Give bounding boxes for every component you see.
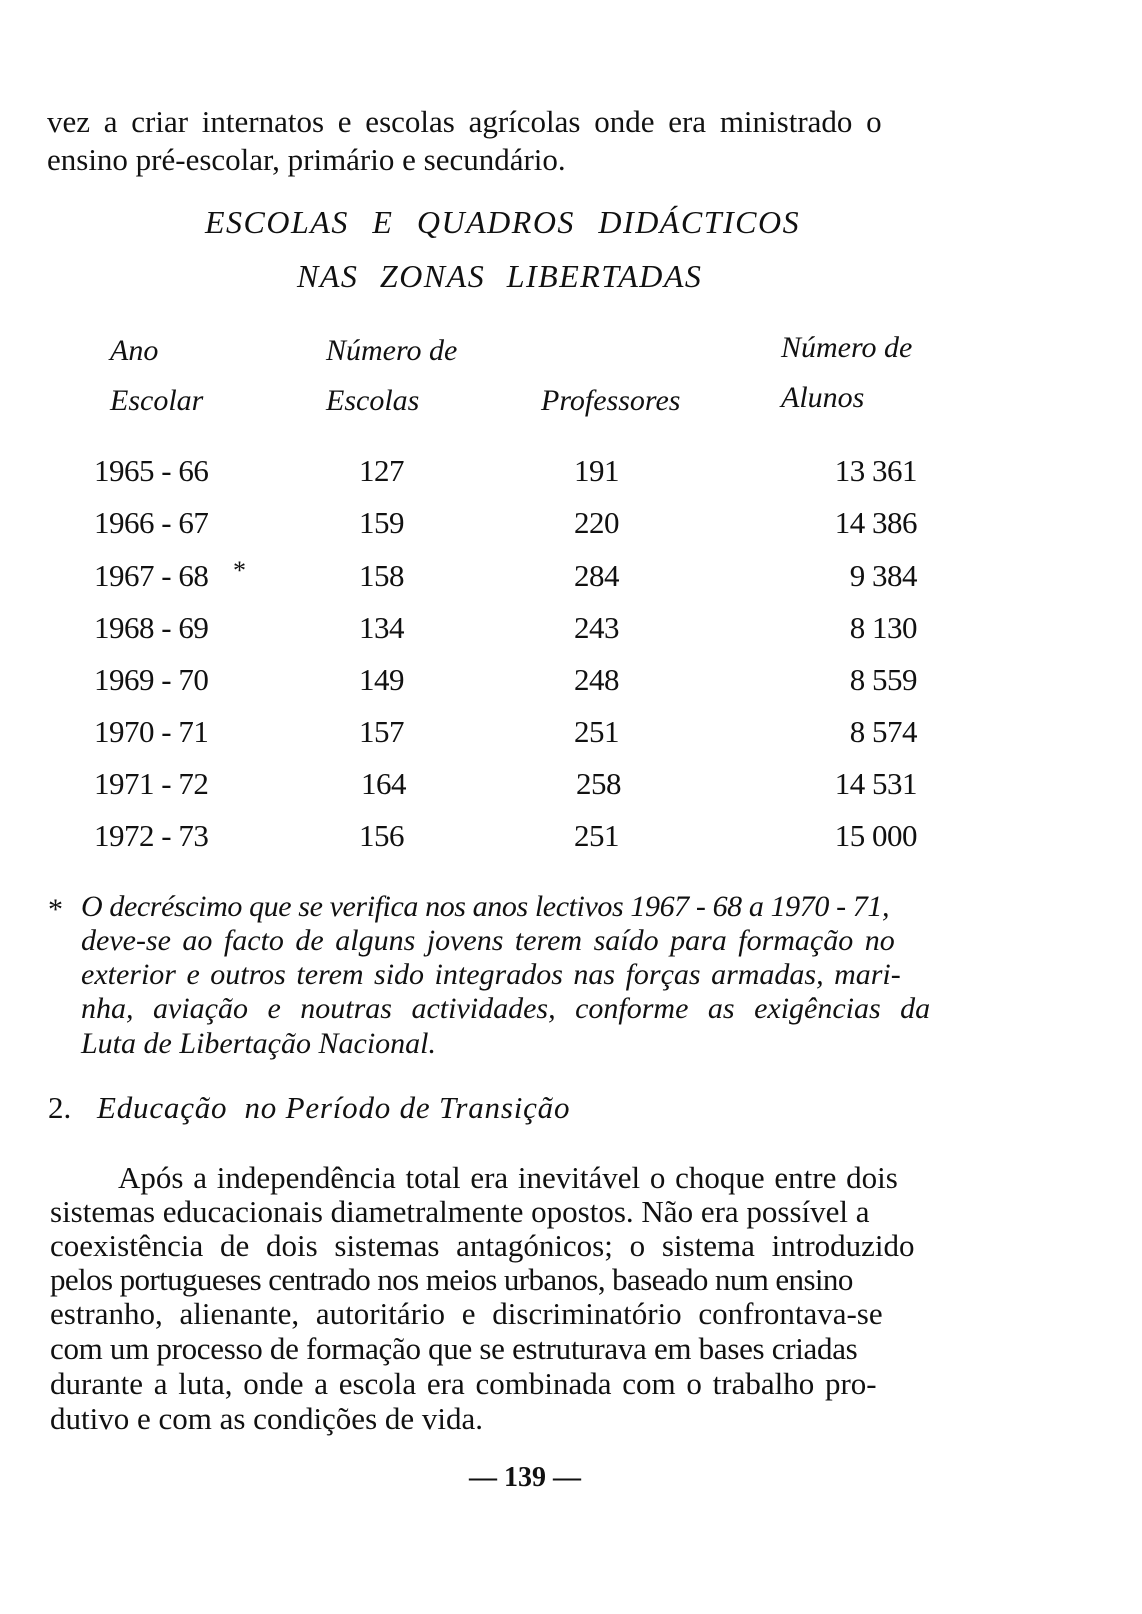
- cell-ano: 1971 - 72: [94, 766, 209, 801]
- cell-escolas: 158: [359, 558, 404, 593]
- section-title: Educação no Período de Transição: [97, 1090, 571, 1125]
- section-heading: [48, 1090, 570, 1126]
- cell-ano: 1970 - 71: [94, 714, 209, 749]
- cell-professores: 251: [574, 818, 619, 853]
- header-alunos-line2: Alunos: [781, 381, 865, 414]
- footnote-asterisk: *: [48, 893, 63, 926]
- cell-alunos: 8 130: [849, 610, 917, 645]
- header-escolas-line1: Número de: [326, 334, 458, 367]
- cell-alunos: 14 386: [834, 505, 917, 540]
- cell-ano: 1968 - 69: [94, 610, 209, 645]
- page-number: — 139 —: [469, 1462, 581, 1493]
- footnote-line: exterior e outros terem sido integrados nas forças armadas, mari-: [81, 958, 901, 991]
- cell-escolas: 156: [359, 818, 404, 853]
- paragraph-line: durante a luta, onde a escola era combinada com o trabalho pro-: [50, 1366, 877, 1401]
- cell-professores: 191: [574, 453, 619, 488]
- paragraph-line: sistemas educacionais diametralmente opostos. Não era possível a: [50, 1194, 870, 1229]
- cell-escolas: 149: [359, 662, 404, 697]
- cell-ano: 1967 - 68: [94, 558, 209, 593]
- header-ano-line2: Escolar: [110, 384, 204, 417]
- cell-professores: 220: [574, 505, 619, 540]
- paragraph-line: coexistência de dois sistemas antagónicos; o sistema introduzido: [50, 1228, 915, 1263]
- intro-line: ensino pré-escolar, primário e secundário.: [47, 142, 566, 177]
- cell-alunos: 13 361: [834, 453, 917, 488]
- header-professores: Professores: [541, 384, 681, 417]
- paragraph-line: com um processo de formação que se estruturava em bases criadas: [50, 1331, 858, 1366]
- cell-professores: 284: [574, 558, 619, 593]
- footnote-line: deve-se ao facto de alguns jovens terem saído para formação no: [81, 924, 895, 957]
- section-number: 2.: [48, 1090, 72, 1125]
- header-alunos-line1: Número de: [781, 331, 913, 364]
- cell-escolas: 134: [359, 610, 404, 645]
- cell-alunos: 8 574: [849, 714, 917, 749]
- cell-escolas: 157: [359, 714, 404, 749]
- table-title-line2: NAS ZONAS LIBERTADAS: [297, 258, 703, 294]
- header-ano-line1: Ano: [110, 334, 159, 367]
- paragraph-line: pelos portugueses centrado nos meios urbanos, baseado num ensino: [50, 1262, 853, 1297]
- cell-professores: 251: [574, 714, 619, 749]
- intro-line: vez a criar internatos e escolas agrícolas onde era ministrado o: [47, 104, 882, 139]
- cell-alunos: 9 384: [849, 558, 917, 593]
- cell-professores: 243: [574, 610, 619, 645]
- cell-professores: 258: [576, 766, 621, 801]
- header-escolas-line2: Escolas: [326, 384, 420, 417]
- cell-ano: 1965 - 66: [94, 453, 209, 488]
- cell-escolas: 164: [361, 766, 406, 801]
- cell-alunos: 14 531: [834, 766, 917, 801]
- footnote-line: O decréscimo que se verifica nos anos lectivos 1967 - 68 a 1970 - 71,: [81, 890, 890, 923]
- cell-alunos: 15 000: [834, 818, 917, 853]
- paragraph-line: Após a independência total era inevitável o choque entre dois: [118, 1160, 898, 1195]
- cell-ano: 1966 - 67: [94, 505, 209, 540]
- cell-ano: 1972 - 73: [94, 818, 209, 853]
- cell-alunos: 8 559: [849, 662, 917, 697]
- cell-escolas: 127: [359, 453, 404, 488]
- paragraph-line: dutivo e com as condições de vida.: [50, 1401, 484, 1436]
- footnote-marker: *: [233, 556, 246, 585]
- cell-professores: 248: [574, 662, 619, 697]
- footnote-line: nha, aviação e noutras actividades, conforme as exigências da: [81, 992, 931, 1025]
- cell-escolas: 159: [359, 505, 404, 540]
- footnote-line: Luta de Libertação Nacional.: [81, 1027, 436, 1060]
- table-title-line1: ESCOLAS E QUADROS DIDÁCTICOS: [205, 204, 801, 240]
- cell-ano: 1969 - 70: [94, 662, 209, 697]
- paragraph-line: estranho, alienante, autoritário e discriminatório confrontava-se: [50, 1296, 883, 1331]
